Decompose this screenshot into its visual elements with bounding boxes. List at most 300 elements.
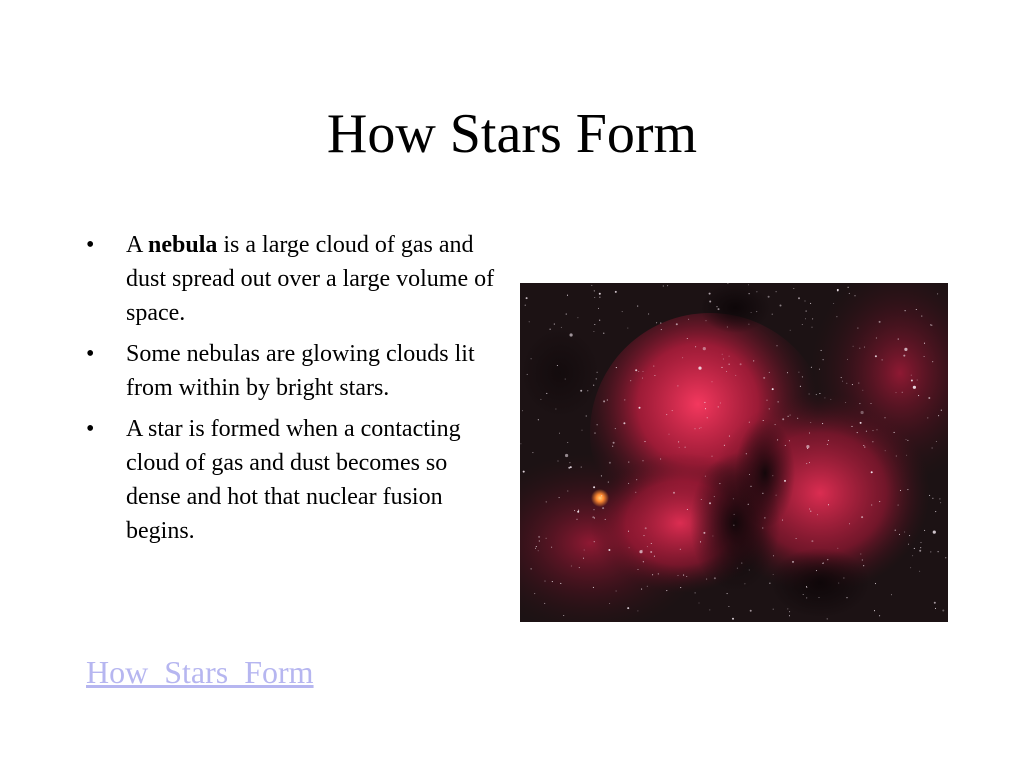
star-dot	[622, 311, 623, 312]
star-dot	[704, 402, 705, 403]
star-dot	[776, 291, 777, 292]
star-dot	[904, 531, 905, 532]
star-dot	[706, 579, 707, 580]
star-dot	[843, 577, 844, 578]
star-dot	[728, 606, 729, 607]
star-dot	[851, 426, 852, 427]
star-dot	[727, 593, 728, 594]
star-dot	[594, 433, 595, 434]
star-dot	[642, 550, 643, 551]
star-dot	[687, 338, 688, 339]
star-dot	[827, 559, 828, 560]
star-dot	[559, 497, 560, 498]
star-dot	[853, 346, 854, 347]
star-dot	[733, 498, 734, 499]
star-dot	[920, 547, 921, 548]
star-dot	[580, 390, 582, 392]
star-dot	[593, 509, 594, 510]
star-dot	[938, 551, 939, 552]
star-dot	[680, 549, 681, 550]
star-dot	[838, 583, 839, 584]
star-dot	[823, 563, 824, 564]
star-dot	[806, 586, 807, 587]
star-dot	[594, 324, 595, 325]
star-dot	[711, 381, 712, 382]
star-dot	[579, 567, 580, 568]
star-dot	[919, 571, 920, 572]
star-dot	[917, 379, 918, 380]
star-dot	[750, 486, 751, 487]
star-dot	[870, 403, 871, 404]
star-dot	[935, 511, 936, 512]
star-dot	[772, 475, 773, 476]
star-dot	[599, 297, 600, 298]
star-dot	[678, 441, 679, 442]
star-dot	[666, 590, 667, 591]
star-dot	[809, 508, 810, 509]
star-dot	[924, 356, 925, 357]
star-dot	[643, 535, 644, 536]
star-dot	[816, 570, 817, 571]
star-dot	[596, 378, 597, 379]
star-dot	[885, 450, 886, 451]
star-dot	[787, 372, 788, 373]
star-dot	[729, 364, 730, 365]
star-dot	[768, 296, 770, 298]
star-dot	[615, 428, 616, 429]
star-dot	[635, 492, 636, 493]
star-dot	[594, 517, 595, 518]
star-dot	[819, 369, 820, 370]
star-dot	[930, 324, 931, 325]
star-dot	[554, 324, 555, 325]
star-dot	[601, 495, 602, 496]
star-dot	[531, 568, 532, 569]
star-dot	[566, 314, 567, 315]
star-dot	[630, 380, 631, 381]
star-dot	[656, 322, 657, 323]
star-dot	[879, 615, 880, 616]
star-dot	[687, 509, 688, 510]
star-dot	[939, 498, 940, 499]
star-dot	[864, 347, 865, 348]
star-dot	[637, 306, 638, 307]
star-dot	[520, 443, 521, 444]
star-dot	[648, 313, 649, 314]
star-dot	[918, 395, 919, 396]
star-dot	[796, 538, 797, 539]
star-dot	[756, 311, 757, 312]
star-dot	[861, 411, 864, 414]
star-dot	[784, 480, 786, 482]
star-dot	[732, 618, 734, 620]
star-dot	[810, 511, 811, 512]
star-dot	[523, 471, 525, 473]
star-dot	[711, 456, 712, 457]
star-dot	[863, 565, 864, 566]
star-dot	[780, 305, 782, 307]
star-dot	[661, 329, 662, 330]
star-dot	[629, 547, 630, 548]
star-dot	[709, 301, 711, 303]
star-dot	[910, 567, 911, 568]
star-dot	[627, 328, 628, 329]
star-dot	[790, 415, 791, 416]
star-dot	[803, 594, 804, 595]
star-dot	[594, 541, 595, 542]
star-dot	[772, 388, 774, 390]
star-dot	[635, 369, 637, 371]
star-dot	[593, 331, 594, 332]
star-dot	[577, 317, 578, 318]
star-dot	[719, 483, 720, 484]
star-dot	[937, 293, 938, 294]
star-dot	[627, 607, 629, 609]
star-dot	[567, 295, 568, 296]
star-dot	[875, 583, 876, 584]
star-dot	[827, 444, 828, 445]
star-dot	[668, 434, 669, 435]
star-dot	[899, 534, 900, 535]
star-dot	[871, 471, 873, 473]
star-dot	[782, 418, 784, 420]
star-dot	[936, 441, 937, 442]
star-dot	[821, 350, 822, 351]
star-dot	[921, 316, 922, 317]
bullet-text-prefix: A	[126, 232, 149, 258]
star-dot	[810, 422, 811, 423]
star-dot	[636, 479, 637, 480]
star-dot	[749, 474, 750, 475]
star-dot	[718, 308, 720, 310]
star-dot	[672, 410, 673, 411]
star-dot	[916, 309, 917, 310]
star-dot	[527, 374, 528, 375]
star-dot	[789, 440, 790, 441]
star-dot	[642, 378, 643, 379]
star-dot	[927, 417, 928, 418]
star-dot	[912, 555, 913, 556]
star-dot	[816, 394, 817, 395]
star-dot	[555, 408, 556, 409]
star-dot	[766, 400, 767, 401]
star-dot	[748, 284, 749, 285]
star-dot	[837, 290, 838, 291]
star-dot	[775, 424, 776, 425]
star-dot	[695, 346, 696, 347]
star-dot	[787, 608, 788, 609]
star-dot	[570, 333, 573, 336]
star-dot	[776, 345, 777, 346]
star-dot	[597, 372, 598, 373]
star-dot	[628, 531, 629, 532]
star-dot	[561, 327, 562, 328]
star-dot	[876, 429, 877, 430]
star-dot	[806, 311, 807, 312]
star-dot	[905, 439, 906, 440]
star-dot	[703, 532, 705, 534]
star-dot	[797, 418, 798, 419]
star-dot	[602, 507, 604, 509]
star-dot	[909, 535, 910, 536]
star-dot	[914, 548, 915, 549]
star-dot	[773, 609, 774, 610]
star-dot	[677, 385, 678, 386]
nebula-image	[520, 283, 948, 622]
star-dot	[884, 417, 885, 418]
star-dot	[534, 593, 535, 594]
star-dot	[666, 414, 667, 415]
star-dot	[800, 386, 801, 387]
bullet-item	[86, 228, 506, 330]
star-dot	[789, 615, 790, 616]
star-dot	[790, 330, 791, 331]
star-dot	[583, 558, 584, 559]
star-dot	[608, 482, 609, 483]
star-dot	[942, 610, 944, 612]
star-dot	[940, 502, 941, 503]
star-dot	[806, 445, 809, 448]
star-dot	[806, 587, 807, 588]
how-stars-form-link[interactable]: How_Stars_Form	[86, 654, 314, 690]
star-dot	[782, 520, 783, 521]
star-dot	[772, 314, 773, 315]
star-dot	[846, 597, 847, 598]
slide-title: How Stars Form	[326, 103, 698, 165]
star-dot	[907, 489, 908, 490]
star-dot	[900, 490, 901, 491]
star-dot	[903, 355, 905, 357]
star-dot	[686, 576, 687, 577]
star-dot	[682, 357, 683, 358]
star-dot	[563, 615, 564, 616]
star-dot	[705, 476, 706, 477]
star-dot	[571, 565, 572, 566]
star-dot	[804, 300, 805, 301]
star-dot	[849, 523, 850, 524]
star-dot	[638, 371, 639, 372]
star-dot	[705, 320, 706, 321]
star-dot	[650, 551, 652, 553]
star-dot	[608, 549, 610, 551]
star-dot	[862, 559, 863, 560]
bullet-marker: •	[86, 232, 95, 258]
star-dot	[773, 555, 774, 556]
star-dot	[660, 458, 661, 459]
star-dot	[857, 432, 858, 433]
star-dot	[861, 516, 863, 518]
star-dot	[859, 348, 860, 349]
star-dot	[866, 431, 867, 432]
star-dot	[721, 367, 722, 368]
star-dot	[802, 376, 803, 377]
star-dot	[805, 318, 806, 319]
star-dot	[777, 439, 778, 440]
star-dot	[798, 297, 800, 299]
bullet-text: A star is formed when a contacting cloud of gas and dust becomes so dense and hot that nuclear fusion begins.	[126, 416, 461, 544]
star-dot	[544, 581, 545, 582]
star-dot	[919, 550, 921, 552]
star-dot	[726, 371, 727, 372]
star-dot	[676, 323, 678, 325]
star-dot	[842, 381, 843, 382]
star-dot	[741, 563, 742, 564]
star-dot	[830, 399, 831, 400]
star-dot	[698, 367, 701, 370]
star-dot	[694, 428, 695, 429]
star-dot	[908, 544, 909, 545]
star-dot	[789, 611, 790, 612]
star-dot	[848, 287, 849, 288]
star-dot	[700, 541, 701, 542]
star-dot	[593, 587, 594, 588]
star-dot	[857, 328, 858, 329]
star-dot	[673, 492, 675, 494]
star-dot	[652, 574, 653, 575]
star-dot	[817, 514, 818, 515]
star-dot	[849, 293, 850, 294]
star-dot	[836, 316, 837, 317]
star-dot	[709, 293, 711, 295]
star-dot	[577, 511, 579, 513]
star-dot	[810, 303, 811, 304]
bullet-text-suffix: is a large cloud of gas and dust spread out over a large volume of space.	[126, 232, 495, 326]
bullet-marker: •	[86, 341, 95, 367]
star-dot	[929, 495, 930, 496]
star-dot	[576, 519, 577, 520]
star-dot	[847, 359, 848, 360]
star-dot	[660, 323, 661, 324]
star-dot	[874, 610, 875, 611]
star-dot	[906, 455, 907, 456]
star-dot	[896, 455, 897, 456]
star-dot	[860, 422, 862, 424]
star-dot	[769, 372, 770, 373]
star-dot	[616, 367, 617, 368]
star-dot	[535, 548, 536, 549]
star-dot	[628, 462, 629, 463]
bullet-item	[86, 337, 506, 405]
star-dot	[546, 393, 547, 394]
star-dot	[609, 603, 610, 604]
star-dot	[685, 447, 686, 448]
star-dot	[723, 358, 724, 359]
star-dot	[876, 337, 877, 338]
star-dot	[854, 295, 855, 296]
star-dot	[764, 517, 765, 518]
star-dot	[574, 510, 575, 511]
star-dot	[565, 379, 566, 380]
star-dot	[859, 403, 860, 404]
star-dot	[599, 320, 600, 321]
star-dot	[552, 581, 553, 582]
bullet-item	[86, 412, 506, 548]
star-dot	[623, 422, 625, 424]
star-dot	[538, 419, 539, 420]
star-dot	[538, 550, 539, 551]
star-dot	[532, 452, 533, 453]
star-dot	[688, 319, 689, 320]
star-dot	[613, 442, 615, 444]
star-dot	[729, 436, 730, 437]
star-dot	[581, 467, 582, 468]
star-dot	[845, 402, 846, 403]
star-dot	[823, 359, 824, 360]
star-dot	[924, 343, 925, 344]
star-dot	[607, 399, 608, 400]
star-dot	[818, 597, 819, 598]
star-dot	[639, 407, 641, 409]
star-dot	[705, 408, 706, 409]
star-dot	[753, 360, 754, 361]
star-dot	[729, 356, 730, 357]
star-dot	[643, 561, 644, 562]
star-dot	[599, 293, 601, 295]
star-dot	[913, 386, 916, 389]
star-dot	[651, 543, 652, 544]
star-dot	[750, 610, 752, 612]
star-dot	[557, 365, 558, 366]
star-dot	[749, 422, 750, 423]
star-dot	[698, 602, 699, 603]
star-dot	[902, 392, 903, 393]
star-dot	[591, 285, 592, 286]
star-dot	[709, 609, 710, 610]
star-dot	[586, 415, 587, 416]
star-dot	[898, 339, 899, 340]
star-dot	[862, 390, 863, 391]
star-dot	[603, 333, 604, 334]
star-dot	[872, 441, 873, 442]
star-dot	[828, 504, 829, 505]
star-dot	[551, 547, 552, 548]
star-dot	[559, 433, 560, 434]
star-dot	[584, 549, 585, 550]
star-dot	[792, 561, 794, 563]
star-dot	[593, 486, 595, 488]
star-dot	[714, 496, 715, 497]
star-dot	[932, 447, 933, 448]
star-dot	[812, 318, 813, 319]
bullet-marker: •	[86, 416, 95, 442]
star-dot	[809, 393, 810, 394]
star-dot	[895, 530, 896, 531]
star-dot	[594, 297, 595, 298]
star-dot	[934, 602, 936, 604]
star-dot	[712, 535, 713, 536]
star-dot	[525, 305, 526, 306]
star-dot	[798, 372, 799, 373]
star-dot	[793, 288, 794, 289]
star-dot	[748, 504, 749, 505]
star-dot	[776, 495, 777, 496]
star-dot	[546, 501, 547, 502]
star-dot	[819, 393, 820, 394]
star-dot	[546, 538, 547, 539]
star-dot	[860, 553, 861, 554]
star-dot	[746, 453, 747, 454]
star-dot	[852, 384, 853, 385]
star-dot	[644, 441, 645, 442]
star-dot	[727, 326, 728, 327]
bullet-text: Some nebulas are glowing clouds lit from within by bright stars.	[126, 341, 475, 401]
star-dot	[642, 371, 643, 372]
star-dot	[806, 463, 807, 464]
star-dot	[569, 462, 570, 463]
star-dot	[653, 366, 654, 367]
star-dot	[647, 586, 648, 587]
star-dot	[828, 440, 829, 441]
